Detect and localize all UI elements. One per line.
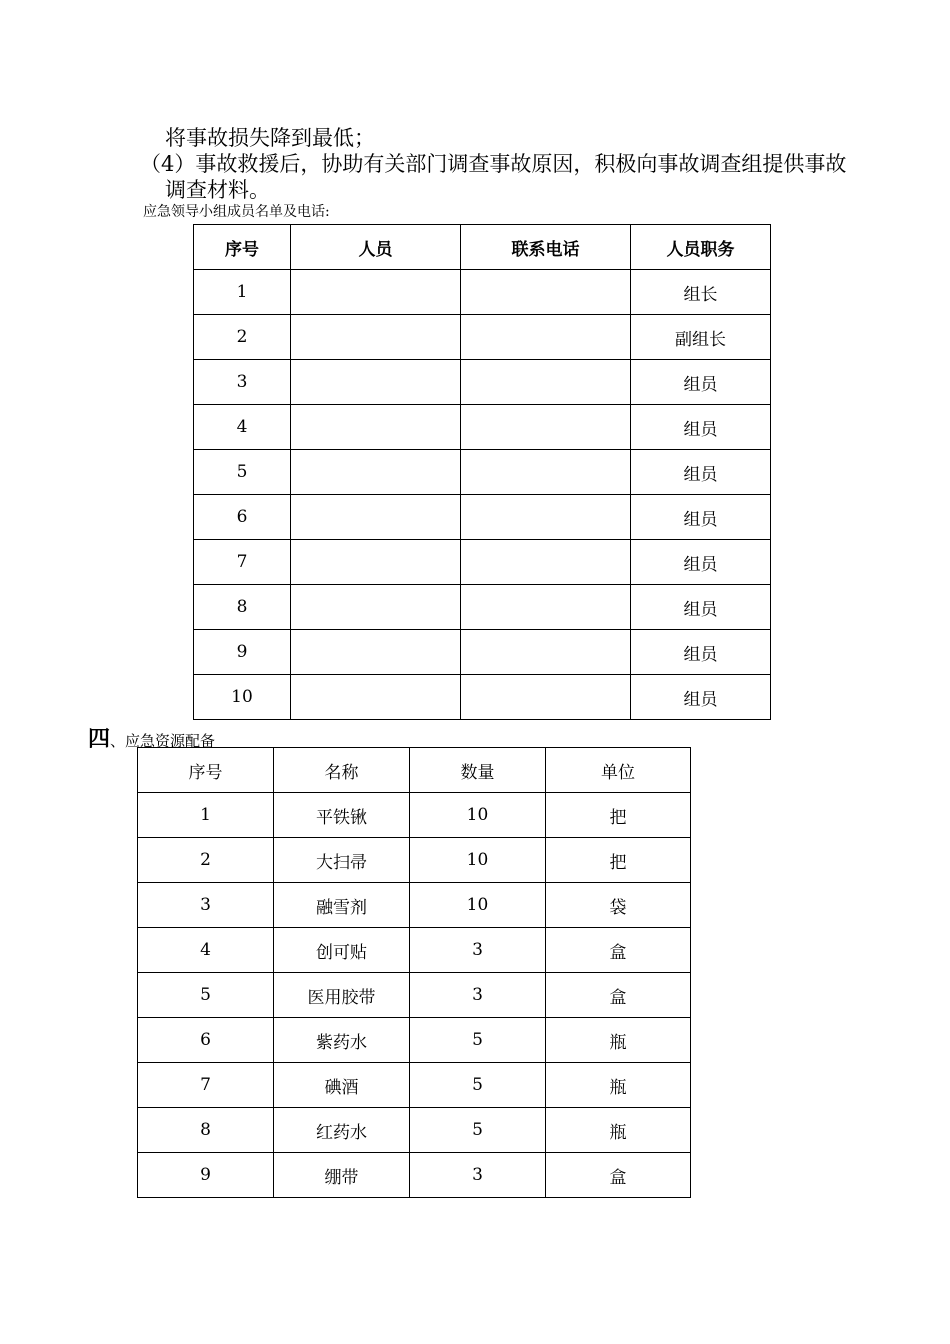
cell-no: 4 [138,928,274,973]
cell-no: 6 [138,1018,274,1063]
cell-name: 平铁锹 [274,793,410,838]
cell-role: 组员 [631,360,771,405]
cell-no: 6 [194,495,291,540]
cell-phone [461,540,631,585]
cell-no: 7 [138,1063,274,1108]
table-row [194,360,771,405]
cell-no: 8 [138,1108,274,1153]
table-row [194,585,771,630]
cell-unit: 瓶 [546,1108,691,1153]
cell-no: 9 [194,630,291,675]
cell-qty: 3 [410,973,546,1018]
cell-no: 5 [138,973,274,1018]
cell-phone [461,315,631,360]
cell-unit: 把 [546,793,691,838]
cell-person [291,315,461,360]
cell-no: 1 [138,793,274,838]
cell-role: 组长 [631,270,771,315]
cell-name: 医用胶带 [274,973,410,1018]
cell-name: 大扫帚 [274,838,410,883]
column-header-no: 序号 [194,225,291,270]
section-title: 、应急资源配备 [110,732,216,750]
table-row [194,540,771,585]
section-number: 四 [88,727,111,752]
cell-role: 组员 [631,675,771,720]
cell-qty: 10 [410,838,546,883]
cell-person [291,270,461,315]
cell-qty: 3 [410,1153,546,1198]
cell-name: 融雪剂 [274,883,410,928]
column-header-name: 名称 [274,748,410,793]
table-row [194,315,771,360]
cell-unit: 袋 [546,883,691,928]
cell-phone [461,360,631,405]
table-row [194,495,771,540]
cell-phone [461,630,631,675]
cell-phone [461,495,631,540]
cell-no: 2 [194,315,291,360]
cell-no: 2 [138,838,274,883]
table-row [194,675,771,720]
paragraph-line-2: （4）事故救援后，协助有关部门调查事故原因，积极向事故调查组提供事故 [140,152,847,176]
cell-unit: 瓶 [546,1063,691,1108]
cell-unit: 把 [546,838,691,883]
table-row [194,270,771,315]
table-row [194,405,771,450]
cell-no: 3 [138,883,274,928]
cell-name: 红药水 [274,1108,410,1153]
table-row [138,1153,691,1198]
cell-unit: 盒 [546,1153,691,1198]
cell-no: 9 [138,1153,274,1198]
cell-unit: 盒 [546,973,691,1018]
cell-phone [461,450,631,495]
cell-phone [461,405,631,450]
cell-qty: 5 [410,1018,546,1063]
cell-person [291,675,461,720]
column-header-unit: 单位 [546,748,691,793]
cell-name: 绷带 [274,1153,410,1198]
table-row [138,1018,691,1063]
column-header-no: 序号 [138,748,274,793]
cell-no: 4 [194,405,291,450]
cell-no: 3 [194,360,291,405]
table-row [138,793,691,838]
cell-person [291,585,461,630]
leaders-table-caption: 应急领导小组成员名单及电话: [143,204,330,220]
cell-person [291,450,461,495]
table-header-row [138,748,691,793]
table-row [138,973,691,1018]
table-row [194,630,771,675]
cell-role: 组员 [631,450,771,495]
table-row [138,1063,691,1108]
column-header-role: 人员职务 [631,225,771,270]
cell-person [291,360,461,405]
cell-qty: 10 [410,883,546,928]
cell-no: 8 [194,585,291,630]
cell-qty: 3 [410,928,546,973]
cell-qty: 10 [410,793,546,838]
cell-role: 组员 [631,405,771,450]
column-header-phone: 联系电话 [461,225,631,270]
cell-name: 碘酒 [274,1063,410,1108]
table-row [138,1108,691,1153]
table-row [138,883,691,928]
cell-role: 组员 [631,585,771,630]
cell-person [291,630,461,675]
cell-no: 5 [194,450,291,495]
cell-no: 7 [194,540,291,585]
table-row [138,928,691,973]
cell-person [291,540,461,585]
column-header-person: 人员 [291,225,461,270]
cell-role: 副组长 [631,315,771,360]
cell-phone [461,270,631,315]
leaders-table [193,224,771,720]
table-row [194,450,771,495]
cell-unit: 瓶 [546,1018,691,1063]
cell-name: 紫药水 [274,1018,410,1063]
cell-unit: 盒 [546,928,691,973]
paragraph-line-3: 调查材料。 [165,178,270,202]
table-header-row [194,225,771,270]
cell-role: 组员 [631,630,771,675]
column-header-qty: 数量 [410,748,546,793]
cell-person [291,495,461,540]
cell-qty: 5 [410,1063,546,1108]
table-row [138,838,691,883]
cell-no: 1 [194,270,291,315]
cell-phone [461,675,631,720]
cell-phone [461,585,631,630]
cell-name: 创可贴 [274,928,410,973]
resources-table [137,747,691,1198]
cell-qty: 5 [410,1108,546,1153]
cell-role: 组员 [631,495,771,540]
cell-role: 组员 [631,540,771,585]
cell-person [291,405,461,450]
cell-no: 10 [194,675,291,720]
paragraph-line-1: 将事故损失降到最低； [165,126,375,150]
